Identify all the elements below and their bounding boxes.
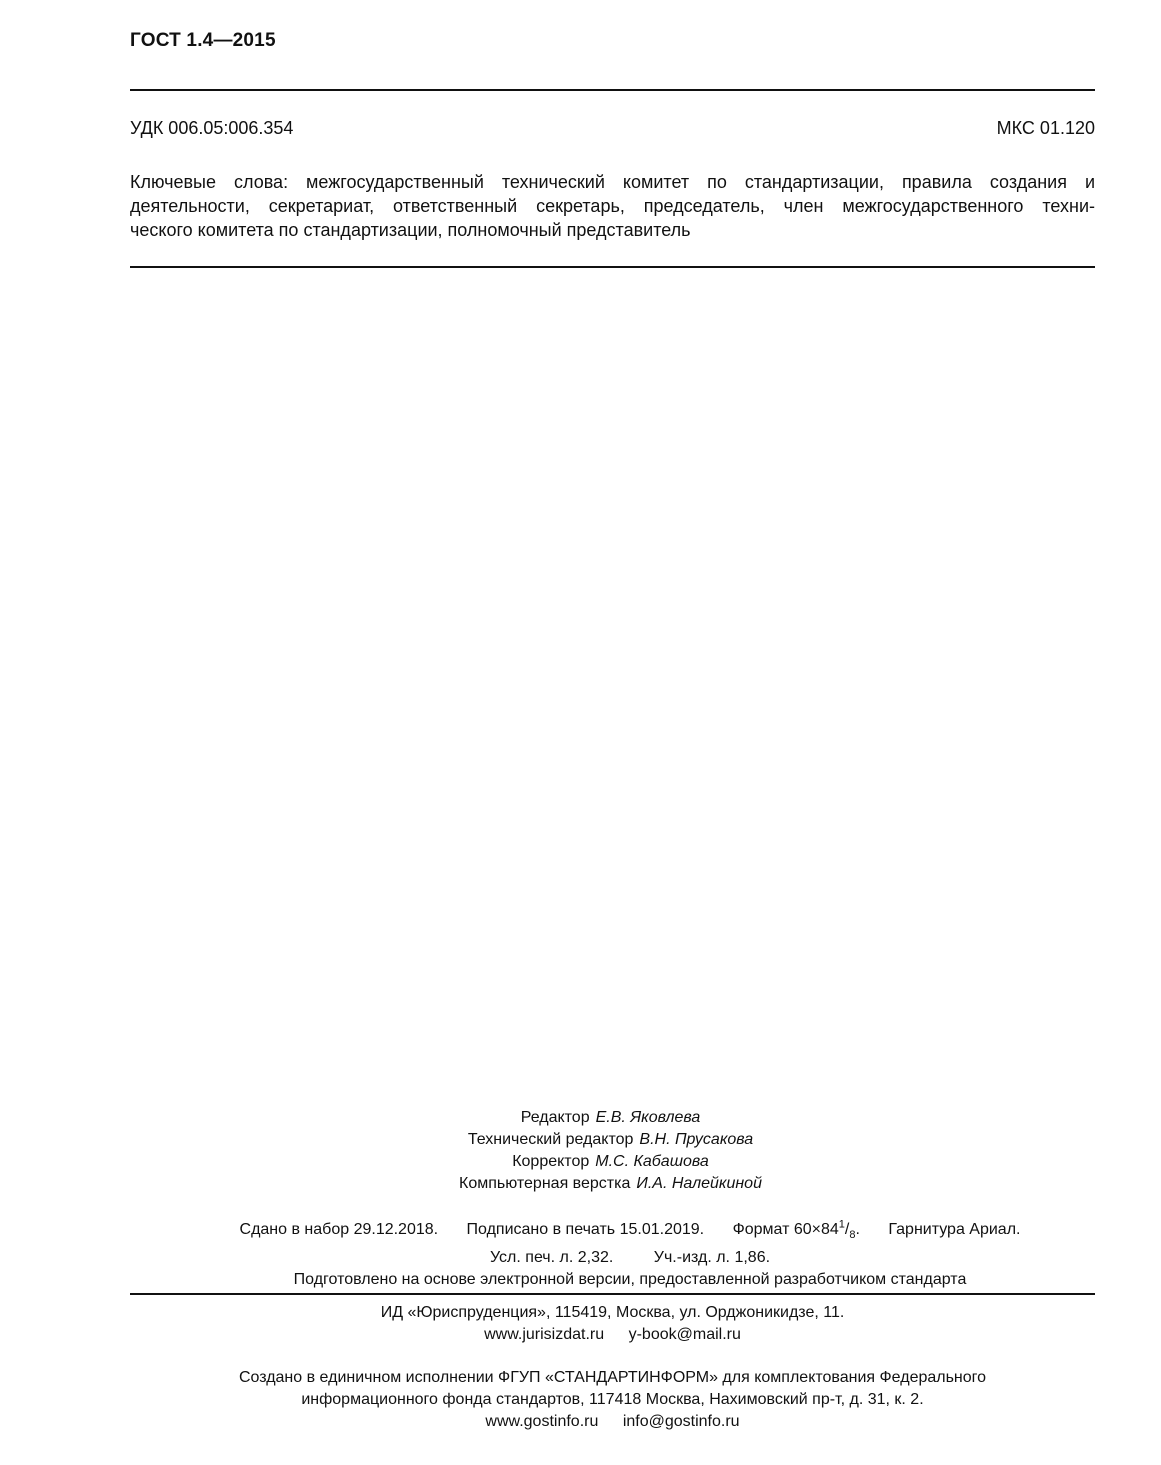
print-info-row: [130, 1247, 1130, 1269]
format-slash: /: [844, 1221, 850, 1239]
publisher-block: [130, 1302, 1095, 1346]
paper-format: [732, 1219, 860, 1242]
publisher-contacts: [130, 1324, 1095, 1346]
credit-line: [60, 1107, 1161, 1129]
classification-row: [130, 118, 1095, 139]
standard-number: ГОСТ 1.4—2015: [130, 30, 276, 51]
keywords-line: Ключевые слова: межгосударственный технический комитет по стандартизации, правила создания и: [130, 172, 1095, 192]
credit-line: [60, 1129, 1161, 1151]
keywords-divider: [130, 266, 1095, 268]
creator-line: информационного фонда стандартов, 117418 Москва, Нахимовский пр-т, д. 31, к. 2.: [301, 1391, 924, 1408]
printed-sheets: Усл. печ. л. 2,32.: [489, 1248, 614, 1266]
credit-role: Корректор: [512, 1153, 590, 1170]
edition-sheets: Уч.-изд. л. 1,86.: [653, 1248, 771, 1266]
credit-role: Редактор: [520, 1109, 590, 1126]
publisher-site-link[interactable]: www.jurisizdat.ru: [484, 1326, 605, 1343]
top-divider: [130, 89, 1095, 91]
credit-name: М.С. Кабашова: [595, 1153, 709, 1170]
typeface: Гарнитура Ариал.: [888, 1221, 1021, 1239]
format-sub: 8: [849, 1229, 856, 1242]
udk-code: УДК 006.05:006.354: [130, 118, 294, 138]
print-info-row: [130, 1214, 1130, 1247]
creator-site-link[interactable]: www.gostinfo.ru: [485, 1413, 599, 1430]
publisher-address: ИД «Юриспруденция», 115419, Москва, ул. Орджоникидзе, 11.: [380, 1304, 845, 1321]
creator-line: Создано в единичном исполнении ФГУП «СТАНДАРТИНФОРМ» для комплектования Федерального: [238, 1369, 987, 1386]
credit-name: И.А. Налейкиной: [636, 1175, 762, 1192]
format-sup: 1: [838, 1219, 845, 1231]
credit-line: [60, 1173, 1161, 1195]
credits-block: [0, 1107, 1161, 1195]
signed-date: Подписано в печать 15.01.2019.: [466, 1221, 705, 1239]
credit-name: В.Н. Прусакова: [639, 1131, 754, 1148]
credit-line: [60, 1151, 1161, 1173]
publisher-email-link[interactable]: y-book@mail.ru: [628, 1326, 741, 1343]
source-note: Подготовлено на основе электронной версии, предоставленной разработчиком стандарта: [293, 1270, 967, 1288]
credit-name: Е.В. Яковлева: [595, 1109, 701, 1126]
format-suffix: .: [855, 1221, 860, 1239]
mks-code: МКС 01.120: [996, 118, 1095, 138]
print-info-block: [130, 1214, 1130, 1291]
typeset-date: Сдано в набор 29.12.2018.: [239, 1221, 439, 1239]
keywords-line: ческого комитета по стандартизации, полномочный представитель: [130, 220, 691, 240]
imprint-divider: [130, 1293, 1095, 1295]
credit-role: Компьютерная верстка: [459, 1175, 631, 1192]
format-prefix: Формат 60×84: [732, 1221, 839, 1239]
creator-email-link[interactable]: info@gostinfo.ru: [622, 1413, 740, 1430]
keywords-paragraph: [130, 170, 1095, 242]
credit-role: Технический редактор: [467, 1131, 634, 1148]
creator-block: [130, 1367, 1095, 1433]
keywords-line: деятельности, секретариат, ответственный секретарь, председатель, член межгосударственного техни-: [130, 196, 1095, 216]
creator-contacts: [130, 1411, 1095, 1433]
